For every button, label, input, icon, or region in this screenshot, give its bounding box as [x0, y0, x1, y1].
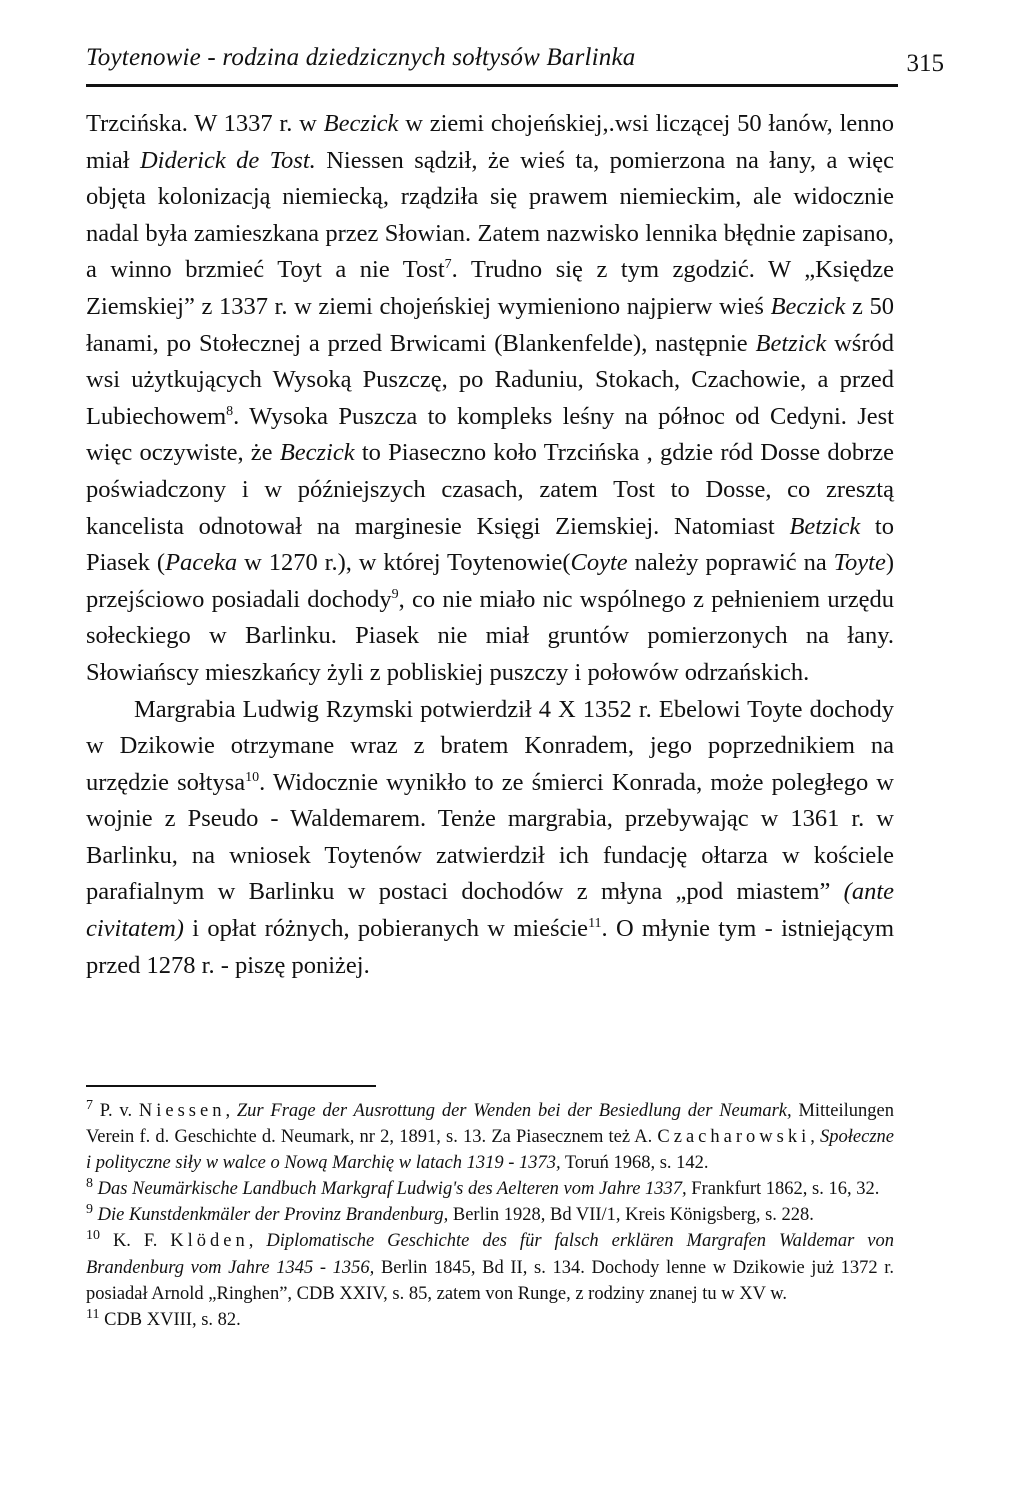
text-run: i opłat różnych, pobieranych w mieście: [183, 915, 589, 943]
text-run: Berlin 1845, Bd II, s. 134. Dochody lenne w Dzikowie już 1372 r. posiadał Arnold „Ringhen”, CDB XXIV, s. 85, zatem von Runge, z rodziny znanej tu w XV w.: [86, 1257, 894, 1304]
text-run: Niessen sądził, że wieś ta, pomierzona na łany, a więc objęta kolonizacją niemiecką, rządziła się prawem niemieckim, ale widocznie nadal była zamieszkana przez Słowian. Zatem nazwisko lennika błędnie zapisano, a winno brzmieć Toyt a nie Tost: [86, 146, 894, 284]
footnote-ref-11[interactable]: 11: [588, 915, 602, 931]
footnote-ref-8[interactable]: 8: [226, 403, 234, 419]
running-title: Toytenowie - rodzina dziedzicznych sołtysów Barlinka: [86, 44, 636, 71]
italic-run: Betzick: [789, 512, 861, 540]
italic-run: Beczick: [279, 439, 355, 467]
paragraph-1: [86, 106, 894, 692]
italic-run: Diplomatische Geschichte des für falsch erklären Margrafen Waldemar von Brandenburg vom Jahre 1345 - 1356,: [86, 1231, 895, 1278]
italic-run: Betzick: [755, 329, 827, 357]
text-run: w 1270 r.), w której Toytenowie(: [237, 549, 571, 577]
text-run: Trzcińska. W 1337 r. w: [86, 110, 324, 137]
text-run: K. F.: [100, 1231, 171, 1252]
text-run: należy poprawić na: [627, 549, 834, 577]
text-run: CDB XVIII, s. 82.: [99, 1309, 241, 1330]
footnote-number: 8: [86, 1176, 93, 1192]
spaced-author: Klöden: [170, 1231, 249, 1252]
footnote-number: 10: [86, 1228, 100, 1244]
footnote-number: 7: [86, 1097, 93, 1113]
text-run: Margrabia Ludwig Rzymski potwierdził 4 X 1352 r. Ebelowi Toyte dochody w Dzikowie otrzymane wraz z bratem Konradem, jego poprzednikiem na urzędzie sołtysa: [86, 695, 894, 796]
footnote-number: 11: [86, 1306, 100, 1322]
text-run: ,: [810, 1127, 821, 1148]
italic-run: Coyte: [570, 549, 628, 577]
text-run: to Piasek (: [86, 512, 894, 577]
main-text: [86, 106, 894, 984]
footnote-9: [86, 1202, 894, 1228]
italic-run: Paceka: [165, 549, 238, 577]
italic-run: Diderick de Tost.: [139, 146, 316, 174]
text-run: w ziemi chojeńskiej,.wsi liczącej 50 łanów, lenno miał: [86, 110, 895, 174]
footnote-10: [86, 1228, 894, 1306]
text-run: . Wysoka Puszcza to kompleks leśny na północ od Cedyni. Jest więc oczywiste, że: [86, 402, 894, 467]
footnotes: [86, 1098, 894, 1333]
footnote-11: [86, 1307, 894, 1333]
text-run: P. v.: [93, 1101, 139, 1121]
text-run: Frankfurt 1862, s. 16, 32.: [686, 1179, 880, 1200]
italic-run: Społeczne i polityczne siły w walce o Nową Marchię w latach 1319 - 1373,: [86, 1127, 895, 1174]
text-run: . Widocznie wynikło to ze śmierci Konrada, może poległego w wojnie z Pseudo - Waldemarem. Tenże margrabia, przebywając w 1361 r. w Barlinku, na wniosek Toytenów zatwierdził ich fundację ołtarza w kościele parafialnym w Barlinku w postaci dochodów z młyna „pod miastem”: [86, 768, 894, 906]
italic-run: Zur Frage der Ausrottung der Wenden bei der Besiedlung der Neumark,: [236, 1101, 792, 1121]
text-run: Toruń 1968, s. 142.: [560, 1153, 709, 1174]
italic-run: Toyte: [833, 549, 886, 577]
text-run: to Piaseczno koło Trzcińska , gdzie ród Dosse dobrze poświadczony i w późniejszych czasach, zatem Tost to Dosse, co zresztą kancelista odnotował na marginesie Księgi Ziemskiej. Natomiast: [86, 439, 895, 540]
text-run: . O młynie tym - istniejącym przed 1278 r. - piszę poniżej.: [86, 915, 895, 979]
footnote-ref-9[interactable]: 9: [391, 586, 399, 602]
page-number: 315: [906, 50, 944, 77]
footnote-number: 9: [86, 1202, 93, 1218]
paragraph-2: [86, 692, 894, 985]
italic-run: Beczick: [323, 110, 399, 137]
footnote-ref-7[interactable]: 7: [444, 257, 452, 273]
italic-run: Das Neumärkische Landbuch Markgraf Ludwig's des Aelteren vom Jahre 1337,: [93, 1179, 687, 1200]
text-run: Berlin 1928, Bd VII/1, Kreis Königsberg, s. 228.: [448, 1205, 814, 1226]
running-header: [86, 36, 948, 86]
spaced-author: Niessen: [138, 1101, 226, 1121]
footnote-separator: [86, 1085, 376, 1087]
text-run: Mitteilungen Verein f. d. Geschichte d. Neumark, nr 2, 1891, s. 13. Za Piasecznem też A.: [86, 1101, 895, 1148]
text-run: wśród wsi użytkujących Wysoką Puszczę, po Raduniu, Stokach, Czachowie, a przed Lubiechowem: [86, 329, 894, 430]
text-run: z 50 łanami, po Stołecznej a przed Brwicami (Blankenfelde), następnie: [86, 292, 894, 357]
text-run: . Trudno się z tym zgodzić. W „Księdze Ziemskiej” z 1337 r. w ziemi chojeńskiej wymieniono najpierw wieś: [86, 256, 894, 320]
italic-run: Beczick: [770, 292, 846, 320]
spaced-author: Czacharowski: [657, 1127, 811, 1148]
text-run: , co nie miało nic wspólnego z pełnieniem urzędu sołeckiego w Barlinku. Piasek nie miał gruntów pomierzonych na łany. Słowiańscy mieszkańcy żyli z pobliskiej puszczy i połowów odrzańskich.: [86, 585, 894, 686]
text-run: ) przejściowo posiadali dochody: [86, 549, 894, 613]
italic-run: Die Kunstdenkmäler der Provinz Brandenburg,: [93, 1205, 449, 1226]
italic-run: (ante civitatem): [86, 878, 894, 943]
text-run: ,: [248, 1231, 267, 1252]
footnote-ref-10[interactable]: 10: [245, 769, 260, 785]
header-rule: [86, 84, 898, 87]
footnote-8: [86, 1176, 894, 1202]
text-run: ,: [225, 1101, 237, 1121]
footnote-7: [86, 1098, 894, 1176]
